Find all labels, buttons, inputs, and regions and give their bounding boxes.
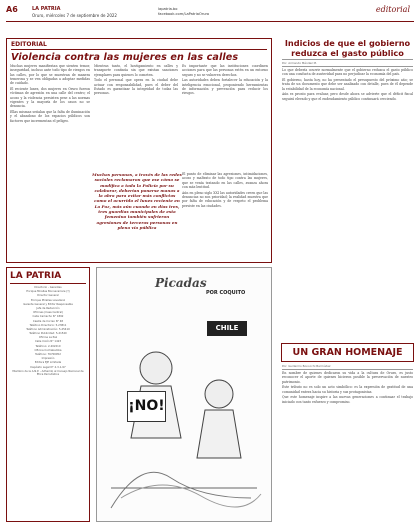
masthead-line: Teléfono: 2-202210	[35, 344, 61, 348]
cartoon-title: Picadas	[155, 276, 207, 290]
masthead-line: Directorio - Gerentes	[34, 286, 62, 289]
editorial-tag: EDITORIAL	[11, 41, 47, 48]
divider	[282, 369, 413, 370]
byline: Por: Guillermo Bonocchi Bermúdez	[282, 364, 331, 368]
cartoon-credit: POR COQUITO	[206, 290, 246, 296]
editorial-column-3	[182, 64, 268, 168]
paragraph: Este tributo no es solo un acto simbólico: es la expresión de gratitud de una comunidad entera hacia su historia y sus protagonistas.	[282, 385, 413, 394]
paragraph: Muchas mujeres manifiestan que sienten temor, inseguridad, incluso ante todo tipo de riesgos en las calles, por lo que se muestran de manera temerosa y se ven obligadas a adoptar medidas de cuidado.	[10, 64, 90, 86]
divider	[282, 59, 413, 60]
editorial-title: Violencia contra las mujeres en las calles	[11, 52, 239, 63]
masthead-line: Oficinas (Casa Central)	[33, 311, 63, 315]
paragraph: Ellas mismas señalan que la falta de iluminación y el abandono de los espacios públicos son factores que incrementan el peligro.	[10, 109, 90, 123]
masthead-line: Enrique Miralles Bonnecarrere (†)	[26, 290, 70, 294]
masthead-info	[10, 286, 86, 518]
brand-small: LA PATRIA	[32, 6, 61, 12]
homenaje-header	[281, 343, 414, 362]
paragraph: En nombre de quienes dedicaron su vida a la cultura de Oruro, es justo reconocer el aporte de quienes hicieron posible la preservación de nuestro patrimonio.	[282, 371, 413, 384]
paragraph: Es importante que las instituciones coordinen acciones para que las personas estén en un entorno seguro y no se vulneren derechos.	[182, 64, 268, 77]
paragraph: Mientras tanto, el hostigamiento en calles y transporte continúa sin que existan sanciones ejemplares para quienes lo cometen.	[94, 64, 178, 77]
masthead-line: Impresión	[41, 357, 55, 361]
pullquote: Muchas personas, a través de las redes sociales reclamaron que ese cómo se modifica a toda la Policía por su colaborar, deberían ponerse manos a la obra para evitar más conflictos como el ocurrido el lunes reciente en La Paz, más aún cuando en días tres, tres guardias municipales de esta femenino también sufrieron agresiones de terceras personas en plena vía pública	[92, 172, 182, 230]
masthead-line: Jefe de Redacción	[36, 306, 60, 310]
top-links	[158, 7, 209, 17]
masthead-line: Editora EJE Limitada	[34, 361, 62, 365]
paragraph: Que este homenaje inspire a las nuevas generaciones a continuar el trabajo iniciado con tanto esfuerzo y compromiso.	[282, 395, 413, 404]
sign-chile: CHILE	[207, 321, 247, 336]
paragraph: Las autoridades deben fortalecer la educación y la inteligencia emocional, proponiendo herramientas de información y prevención para reducir los riesgos.	[182, 78, 268, 96]
date-line: Oruro, miércoles 7 de septiembre de 2022	[32, 13, 117, 18]
masthead-line: Teléfono Directorio: 5-23811	[29, 323, 67, 327]
paragraph: El punto de eliminar las agresiones, intimidaciones, acoso y maltrato de todo tipo contra las mujeres, que se venía tratando en las calles, avanza ahora con más lentitud.	[182, 172, 268, 189]
page-number: A6	[6, 5, 18, 14]
site-link[interactable]: lapatria.bo	[158, 7, 178, 11]
cartoon-box	[96, 267, 272, 522]
masthead-line: Gerente General y Editor Responsable	[23, 302, 73, 306]
page-header	[6, 4, 414, 22]
masthead-line: Oficina Cochabamba	[34, 348, 62, 352]
masthead-line: Enrique Miralles Lavadenz	[30, 298, 65, 302]
masthead-line: Casilla de Correo N° 48	[32, 319, 64, 323]
masthead-box	[6, 267, 90, 522]
paragraph: Todo el personal que opera en la ciudad debe actuar con responsabilidad, pues el deber del Estado es garantizar la integridad de todas las personas.	[94, 78, 178, 96]
divider	[11, 49, 267, 50]
right-article-title: Indicios de que el gobierno reduzca el gasto público	[284, 38, 411, 59]
paragraph: Aún es pronto para evaluar, pero desde ahora se advierte que el déficit fiscal seguirá elevado y que el endeudamiento público continuará creciendo.	[282, 92, 413, 101]
masthead-line: Calle Colón N° 1423	[34, 340, 62, 344]
masthead-line: Depósito Legal N° 4-3-1-97	[30, 365, 66, 369]
masthead-title: LA PATRIA	[10, 271, 62, 281]
editorial-column-1	[10, 64, 90, 260]
editorial-column-4	[182, 172, 268, 260]
editorial-column-2	[94, 64, 178, 168]
divider	[10, 283, 86, 284]
sign-no: ¡NO!	[127, 391, 166, 422]
paragraph: Aún en pleno siglo XXI las autoridades creen que las denuncias no son prioridad; la realidad muestra que por falta de educación y de respeto el problema persiste en las ciudades.	[182, 190, 268, 208]
paragraph: El reciente lunes, dos mujeres en Oruro fueron víctimas de agresión en una calle del centro; el acoso y la violencia persisten pese a las normas vigentes y la mayoría de los casos no se denuncia.	[10, 86, 90, 109]
divider	[282, 66, 413, 67]
facebook-link[interactable]: facebook.com/LaPatriaOruro	[158, 12, 210, 16]
right-article-body	[282, 68, 413, 340]
paragraph: El gobierno, hasta hoy, no ha presentado el presupuesto del próximo año; se trata de un documento que debe ser analizado con detalle, pues de él depende la estabilidad de la economía nacional.	[282, 78, 413, 91]
masthead-line: Miembro de la A.N.P. - Adherido al Consejo Nacional de Ética Periodística	[12, 369, 84, 377]
paragraph: Lo que debería ocurrir normalmente que el gobierno reduzca el gasto público con una conducta de austeridad para no perjudicar la economía del país.	[282, 68, 413, 77]
masthead-line: Teléfono Publicidad: 5-21540	[29, 332, 67, 336]
byline: Por: Armando Méndez M.	[282, 61, 317, 65]
homenaje-body	[282, 371, 413, 521]
section-label: editorial	[375, 5, 410, 14]
masthead-line: Director General	[37, 294, 59, 298]
masthead-line: Oficina La Paz	[38, 336, 58, 340]
masthead-line: Calle Camacho N° 1892	[32, 315, 64, 319]
masthead-line: Teléfono Administración: 5-25410	[26, 327, 70, 331]
homenaje-title: UN GRAN HOMENAJE	[292, 347, 403, 358]
masthead-line: Teléfono: 76700052	[35, 353, 61, 356]
